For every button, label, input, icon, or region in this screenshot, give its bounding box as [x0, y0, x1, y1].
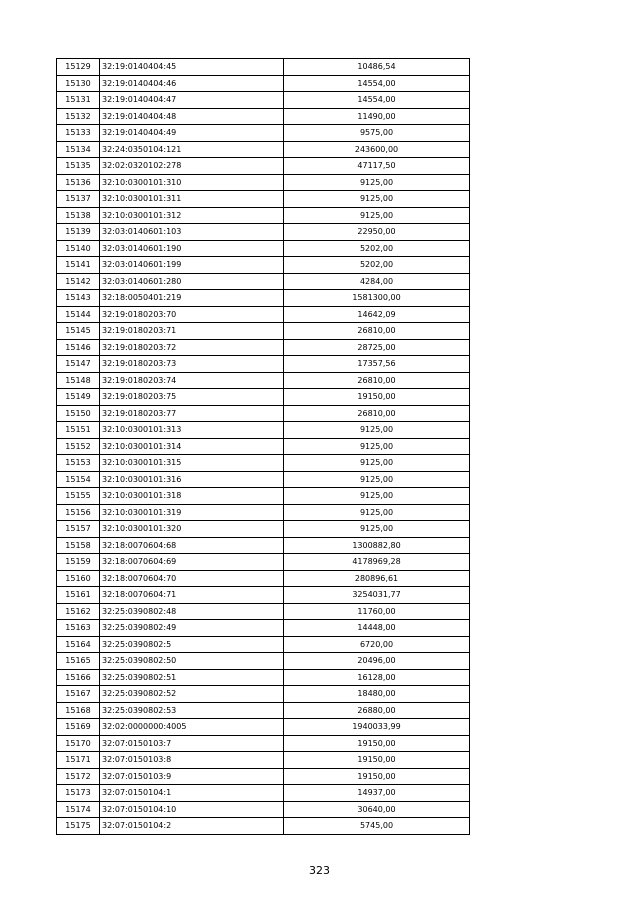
- cadastral-number-cell: 32:18:0070604:71: [100, 587, 284, 604]
- table-row: [57, 735, 470, 752]
- cadastral-number-cell: 32:10:0300101:313: [100, 422, 284, 439]
- value-cell: 30640,00: [284, 801, 470, 818]
- cadastral-number-cell: 32:19:0180203:70: [100, 306, 284, 323]
- cadastral-number-cell: 32:25:0390802:50: [100, 653, 284, 670]
- row-number-cell: 15153: [57, 455, 100, 472]
- value-cell: 14554,00: [284, 75, 470, 92]
- page-number: 323: [309, 864, 330, 877]
- row-number-cell: 15169: [57, 719, 100, 736]
- row-number-cell: 15175: [57, 818, 100, 835]
- cadastral-number-cell: 32:25:0390802:5: [100, 636, 284, 653]
- table-row: [57, 372, 470, 389]
- table-row: [57, 587, 470, 604]
- table-row: [57, 356, 470, 373]
- table-row: [57, 521, 470, 538]
- cadastral-number-cell: 32:07:0150103:9: [100, 768, 284, 785]
- cadastral-number-cell: 32:19:0140404:45: [100, 59, 284, 76]
- row-number-cell: 15171: [57, 752, 100, 769]
- value-cell: 4284,00: [284, 273, 470, 290]
- table-row: [57, 158, 470, 175]
- row-number-cell: 15145: [57, 323, 100, 340]
- row-number-cell: 15158: [57, 537, 100, 554]
- data-table: [56, 58, 470, 835]
- table-row: [57, 339, 470, 356]
- cadastral-number-cell: 32:10:0300101:318: [100, 488, 284, 505]
- table-row: [57, 603, 470, 620]
- row-number-cell: 15155: [57, 488, 100, 505]
- cadastral-number-cell: 32:02:0000000:4005: [100, 719, 284, 736]
- cadastral-number-cell: 32:25:0390802:53: [100, 702, 284, 719]
- row-number-cell: 15173: [57, 785, 100, 802]
- table-row: [57, 174, 470, 191]
- cadastral-number-cell: 32:10:0300101:320: [100, 521, 284, 538]
- value-cell: 14937,00: [284, 785, 470, 802]
- row-number-cell: 15160: [57, 570, 100, 587]
- value-cell: 9125,00: [284, 422, 470, 439]
- row-number-cell: 15162: [57, 603, 100, 620]
- row-number-cell: 15142: [57, 273, 100, 290]
- value-cell: 280896,61: [284, 570, 470, 587]
- value-cell: 10486,54: [284, 59, 470, 76]
- row-number-cell: 15138: [57, 207, 100, 224]
- value-cell: 11490,00: [284, 108, 470, 125]
- row-number-cell: 15170: [57, 735, 100, 752]
- table-row: [57, 818, 470, 835]
- cadastral-number-cell: 32:19:0180203:72: [100, 339, 284, 356]
- row-number-cell: 15152: [57, 438, 100, 455]
- row-number-cell: 15166: [57, 669, 100, 686]
- value-cell: 26810,00: [284, 323, 470, 340]
- cadastral-number-cell: 32:10:0300101:312: [100, 207, 284, 224]
- row-number-cell: 15156: [57, 504, 100, 521]
- table-row: [57, 422, 470, 439]
- value-cell: 11760,00: [284, 603, 470, 620]
- table-row: [57, 273, 470, 290]
- cadastral-number-cell: 32:19:0140404:49: [100, 125, 284, 142]
- value-cell: 47117,50: [284, 158, 470, 175]
- table-row: [57, 455, 470, 472]
- value-cell: 19150,00: [284, 735, 470, 752]
- table-row: [57, 306, 470, 323]
- row-number-cell: 15151: [57, 422, 100, 439]
- value-cell: 9125,00: [284, 521, 470, 538]
- table-row: [57, 125, 470, 142]
- cadastral-number-cell: 32:07:0150104:2: [100, 818, 284, 835]
- table-row: [57, 405, 470, 422]
- row-number-cell: 15140: [57, 240, 100, 257]
- value-cell: 20496,00: [284, 653, 470, 670]
- table-row: [57, 669, 470, 686]
- table-row: [57, 768, 470, 785]
- table-row: [57, 75, 470, 92]
- row-number-cell: 15161: [57, 587, 100, 604]
- cadastral-number-cell: 32:25:0390802:51: [100, 669, 284, 686]
- cadastral-number-cell: 32:25:0390802:49: [100, 620, 284, 637]
- value-cell: 5202,00: [284, 240, 470, 257]
- row-number-cell: 15130: [57, 75, 100, 92]
- value-cell: 9125,00: [284, 488, 470, 505]
- value-cell: 19150,00: [284, 768, 470, 785]
- table-row: [57, 207, 470, 224]
- cadastral-number-cell: 32:19:0180203:71: [100, 323, 284, 340]
- cadastral-number-cell: 32:03:0140601:103: [100, 224, 284, 241]
- table-row: [57, 686, 470, 703]
- cadastral-number-cell: 32:10:0300101:311: [100, 191, 284, 208]
- value-cell: 16128,00: [284, 669, 470, 686]
- row-number-cell: 15134: [57, 141, 100, 158]
- cadastral-number-cell: 32:03:0140601:280: [100, 273, 284, 290]
- table-row: [57, 323, 470, 340]
- cadastral-number-cell: 32:10:0300101:314: [100, 438, 284, 455]
- value-cell: 9125,00: [284, 174, 470, 191]
- value-cell: 14642,09: [284, 306, 470, 323]
- row-number-cell: 15146: [57, 339, 100, 356]
- cadastral-number-cell: 32:19:0180203:73: [100, 356, 284, 373]
- row-number-cell: 15163: [57, 620, 100, 637]
- table-row: [57, 702, 470, 719]
- cadastral-number-cell: 32:07:0150103:8: [100, 752, 284, 769]
- cadastral-number-cell: 32:19:0140404:48: [100, 108, 284, 125]
- table-row: [57, 570, 470, 587]
- value-cell: 9125,00: [284, 455, 470, 472]
- table-row: [57, 438, 470, 455]
- table-row: [57, 653, 470, 670]
- cadastral-number-cell: 32:19:0140404:47: [100, 92, 284, 109]
- row-number-cell: 15133: [57, 125, 100, 142]
- row-number-cell: 15147: [57, 356, 100, 373]
- row-number-cell: 15167: [57, 686, 100, 703]
- cadastral-number-cell: 32:07:0150104:1: [100, 785, 284, 802]
- table-row: [57, 240, 470, 257]
- value-cell: 9125,00: [284, 438, 470, 455]
- row-number-cell: 15159: [57, 554, 100, 571]
- value-cell: 26810,00: [284, 405, 470, 422]
- value-cell: 1940033,99: [284, 719, 470, 736]
- value-cell: 4178969,28: [284, 554, 470, 571]
- value-cell: 14554,00: [284, 92, 470, 109]
- value-cell: 9125,00: [284, 504, 470, 521]
- table-row: [57, 471, 470, 488]
- table-row: [57, 620, 470, 637]
- value-cell: 28725,00: [284, 339, 470, 356]
- cadastral-number-cell: 32:10:0300101:315: [100, 455, 284, 472]
- cadastral-number-cell: 32:10:0300101:310: [100, 174, 284, 191]
- table-row: [57, 504, 470, 521]
- table-row: [57, 108, 470, 125]
- value-cell: 26880,00: [284, 702, 470, 719]
- row-number-cell: 15149: [57, 389, 100, 406]
- row-number-cell: 15136: [57, 174, 100, 191]
- cadastral-number-cell: 32:02:0320102:278: [100, 158, 284, 175]
- table-row: [57, 389, 470, 406]
- table-row: [57, 537, 470, 554]
- cadastral-number-cell: 32:24:0350104:121: [100, 141, 284, 158]
- row-number-cell: 15172: [57, 768, 100, 785]
- row-number-cell: 15150: [57, 405, 100, 422]
- table-row: [57, 224, 470, 241]
- value-cell: 5202,00: [284, 257, 470, 274]
- cadastral-number-cell: 32:10:0300101:316: [100, 471, 284, 488]
- value-cell: 17357,56: [284, 356, 470, 373]
- cadastral-number-cell: 32:19:0180203:74: [100, 372, 284, 389]
- cadastral-number-cell: 32:18:0070604:68: [100, 537, 284, 554]
- table-row: [57, 752, 470, 769]
- value-cell: 14448,00: [284, 620, 470, 637]
- value-cell: 19150,00: [284, 752, 470, 769]
- cadastral-number-cell: 32:07:0150103:7: [100, 735, 284, 752]
- row-number-cell: 15132: [57, 108, 100, 125]
- row-number-cell: 15144: [57, 306, 100, 323]
- table-row: [57, 554, 470, 571]
- value-cell: 9575,00: [284, 125, 470, 142]
- row-number-cell: 15148: [57, 372, 100, 389]
- row-number-cell: 15137: [57, 191, 100, 208]
- table-body: [57, 59, 470, 835]
- cadastral-number-cell: 32:19:0140404:46: [100, 75, 284, 92]
- value-cell: 26810,00: [284, 372, 470, 389]
- cadastral-number-cell: 32:25:0390802:52: [100, 686, 284, 703]
- table-row: [57, 257, 470, 274]
- value-cell: 3254031,77: [284, 587, 470, 604]
- cadastral-number-cell: 32:19:0180203:77: [100, 405, 284, 422]
- value-cell: 9125,00: [284, 191, 470, 208]
- table-row: [57, 191, 470, 208]
- value-cell: 9125,00: [284, 207, 470, 224]
- value-cell: 9125,00: [284, 471, 470, 488]
- value-cell: 18480,00: [284, 686, 470, 703]
- cadastral-number-cell: 32:18:0050401:219: [100, 290, 284, 307]
- cadastral-number-cell: 32:19:0180203:75: [100, 389, 284, 406]
- cadastral-number-cell: 32:07:0150104:10: [100, 801, 284, 818]
- table-row: [57, 92, 470, 109]
- row-number-cell: 15143: [57, 290, 100, 307]
- row-number-cell: 15157: [57, 521, 100, 538]
- table-row: [57, 785, 470, 802]
- cadastral-number-cell: 32:03:0140601:199: [100, 257, 284, 274]
- row-number-cell: 15141: [57, 257, 100, 274]
- row-number-cell: 15129: [57, 59, 100, 76]
- row-number-cell: 15164: [57, 636, 100, 653]
- value-cell: 1581300,00: [284, 290, 470, 307]
- cadastral-number-cell: 32:10:0300101:319: [100, 504, 284, 521]
- value-cell: 243600,00: [284, 141, 470, 158]
- row-number-cell: 15139: [57, 224, 100, 241]
- row-number-cell: 15168: [57, 702, 100, 719]
- cadastral-number-cell: 32:18:0070604:70: [100, 570, 284, 587]
- table-row: [57, 59, 470, 76]
- table-row: [57, 141, 470, 158]
- cadastral-number-cell: 32:25:0390802:48: [100, 603, 284, 620]
- value-cell: 22950,00: [284, 224, 470, 241]
- value-cell: 1300882,80: [284, 537, 470, 554]
- row-number-cell: 15131: [57, 92, 100, 109]
- table-row: [57, 636, 470, 653]
- table-row: [57, 719, 470, 736]
- row-number-cell: 15174: [57, 801, 100, 818]
- cadastral-number-cell: 32:03:0140601:190: [100, 240, 284, 257]
- cadastral-number-cell: 32:18:0070604:69: [100, 554, 284, 571]
- row-number-cell: 15135: [57, 158, 100, 175]
- table-row: [57, 290, 470, 307]
- value-cell: 5745,00: [284, 818, 470, 835]
- row-number-cell: 15165: [57, 653, 100, 670]
- table-row: [57, 801, 470, 818]
- row-number-cell: 15154: [57, 471, 100, 488]
- value-cell: 6720,00: [284, 636, 470, 653]
- value-cell: 19150,00: [284, 389, 470, 406]
- table-row: [57, 488, 470, 505]
